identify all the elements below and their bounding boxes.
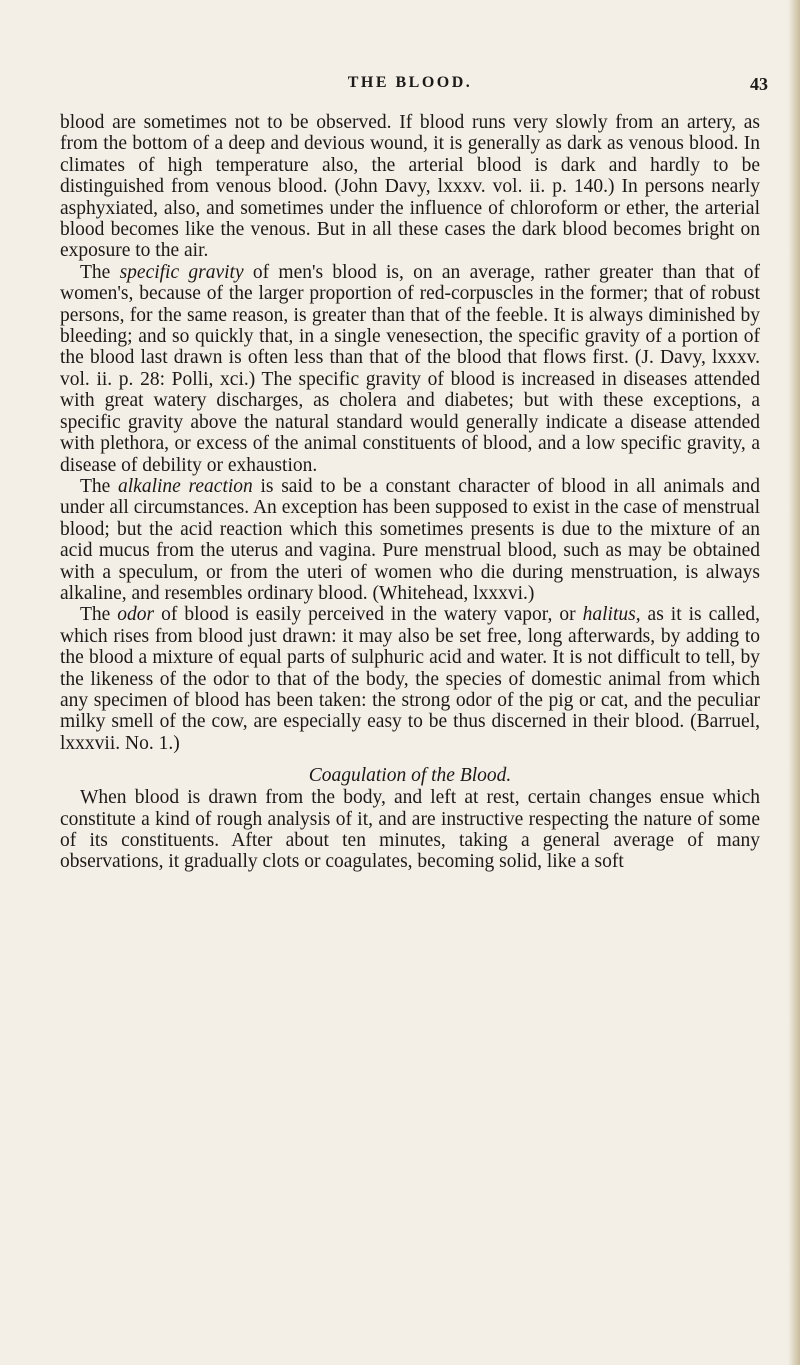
page-header: [60, 74, 768, 100]
term-specific-gravity: specific gravity: [119, 261, 244, 283]
paragraph-lead: The: [80, 604, 118, 626]
paragraph-text: is said to be a constant character of blood in all animals and under all circumstances. An exception has been supposed to exist in the case of menstrual blood; but the acid reaction which this sometimes presents is due to the mixture of an acid mucus from the uterus and vagina. Pure menstrual blood, such as may be obtained with a speculum, or from the uteri of women who die during menstruation, is always alkaline, and resembles ordinary blood. (Whitehead, lxxxvi.): [60, 475, 761, 604]
term-odor: odor: [117, 604, 155, 626]
paragraph-odor: [60, 604, 760, 754]
running-head: THE BLOOD.: [347, 74, 473, 91]
paragraph-lead: The: [80, 475, 119, 497]
paragraph-text: , as it is called, which rises from blood just drawn: it may also be set free, long afterwards, by adding to the blood a mixture of equal parts of sulphuric acid and water. It is not difficult to tell, by the likeness of the odor to that of the body, the species of domestic animal from which any specimen of blood has been taken: the strong odor of the pig or cat, and the peculiar milky smell of the cow, are especially easy to be thus discerned in their blood. (Barruel, lxxxvii. No. 1.): [60, 604, 760, 754]
paragraph-text: of blood is easily perceived in the watery vapor, or: [154, 604, 583, 626]
paragraph-coagulation: When blood is drawn from the body, and left at rest, certain changes ensue which constitute a kind of rough analysis of it, and are instructive respecting the nature of some of its constituents. After about ten minutes, taking a general average of many observations, it gradually clots or coagulates, becoming solid, like a soft: [60, 787, 760, 873]
term-alkaline-reaction: alkaline reaction: [118, 475, 253, 497]
paragraph-specific-gravity: [60, 262, 760, 476]
page-edge: [788, 0, 800, 1365]
paragraph-lead: The: [80, 261, 120, 283]
section-heading: Coagulation of the Blood.: [308, 765, 512, 787]
paragraph-blood-color: blood are sometimes not to be observed. If blood runs very slowly from an artery, as from the bottom of a deep and devious wound, it is generally as dark as venous blood. In climates of high temperature also, the arterial blood is dark and hardly to be distinguished from venous blood. (John Davy, lxxxv. vol. ii. p. 140.) In persons nearly asphyxiated, also, and sometimes under the influence of chloroform or ether, the arterial blood becomes like the venous. But in all these cases the dark blood becomes bright on exposure to the air.: [60, 112, 760, 262]
body-text: [60, 112, 760, 873]
paragraph-alkaline-reaction: [60, 476, 760, 604]
term-halitus: halitus: [582, 604, 636, 626]
paragraph-text: of men's blood is, on an average, rather greater than that of women's, because of the larger proportion of red-corpuscles in the former; that of robust persons, for the same reason, is greater than that of the feeble. It is always diminished by bleeding; and so quickly that, in a single venesection, the specific gravity of a portion of the blood last drawn is often less than that of the blood that flows first. (J. Davy, lxxxv. vol. ii. p. 28: Polli, xci.) The specific gravity of blood is increased in diseases attended with great watery discharges, as cholera and diabetes; but with these exceptions, a specific gravity above the natural standard would generally indicate a disease attended with plethora, or excess of the animal constituents of blood, and a low specific gravity, a disease of debility or exhaustion.: [60, 261, 760, 476]
page-number: 43: [750, 74, 768, 94]
